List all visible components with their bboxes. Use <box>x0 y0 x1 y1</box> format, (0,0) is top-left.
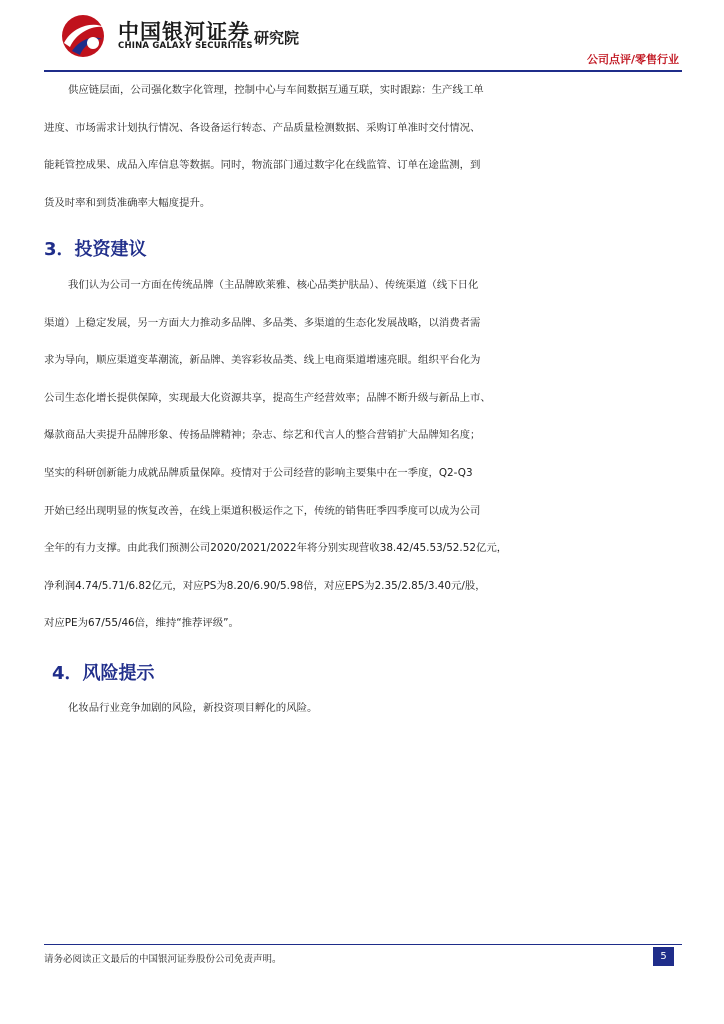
text-line: 渠道）上稳定发展，另一方面大力推动多品牌、多品类、多渠道的生态化发展战略，以消费者需 <box>44 316 481 329</box>
page-header <box>0 0 724 72</box>
footer-divider <box>44 944 682 945</box>
footer-disclaimer: 请务必阅读正文最后的中国银河证券股份公司免责声明。 <box>44 954 282 965</box>
section-heading-risk: 4．风险提示 <box>52 663 155 684</box>
text-line: 进度、市场需求计划执行情况、各设备运行转态、产品质量检测数据、采购订单准时交付情况、 <box>44 121 481 134</box>
text-line: 公司生态化增长提供保障，实现最大化资源共享，提高生产经营效率；品牌不断升级与新品上市、 <box>44 391 491 404</box>
supply-chain-paragraph <box>44 72 560 222</box>
text-line: 供应链层面，公司强化数字化管理，控制中心与车间数据互通互联，实时跟踪：生产线工单 <box>68 84 484 96</box>
report-category: 公司点评/零售行业 <box>586 53 679 66</box>
text-line: 爆款商品大卖提升品牌形象、传扬品牌精神；杂志、综艺和代言人的整合营销扩大品牌知名度； <box>44 429 481 442</box>
logo-chinese-name: 中国银河证券 <box>118 20 250 44</box>
logo-institute-label: 研究院 <box>254 29 300 47</box>
text-line: 全年的有力支撑。由此我们预测公司2020/2021/2022年将分别实现营收38.42/45.53/52.52亿元， <box>44 542 508 555</box>
page-number-badge: 5 <box>653 947 674 966</box>
text-line: 能耗管控成果、成品入库信息等数据。同时，物流部门通过数字化在线监管、订单在途监测，到 <box>44 159 481 172</box>
text-line: 坚实的科研创新能力成就品牌质量保障。疫情对于公司经营的影响主要集中在一季度，Q2-Q3 <box>44 466 473 479</box>
text-line: 对应PE为67/55/46倍，维持“推荐评级”。 <box>44 617 239 630</box>
galaxy-logo-icon <box>58 13 108 59</box>
text-line: 我们认为公司一方面在传统品牌（主品牌欧莱雅、核心品类护肤品）、传统渠道（线下日化 <box>68 279 479 291</box>
text-line: 求为导向，顺应渠道变革潮流，新品牌、美容彩妆品类、线上电商渠道增速亮眼。组织平台化为 <box>44 354 481 367</box>
section-heading-investment: 3．投资建议 <box>44 239 147 260</box>
logo-english-name: CHINA GALAXY SECURITIES <box>118 41 253 51</box>
text-line: 开始已经出现明显的恢复改善，在线上渠道积极运作之下，传统的销售旺季四季度可以成为公司 <box>44 504 481 517</box>
text-line: 货及时率和到货准确率大幅度提升。 <box>44 196 211 209</box>
investment-paragraph <box>44 267 560 643</box>
risk-paragraph <box>44 690 560 728</box>
text-line: 净利润4.74/5.71/6.82亿元，对应PS为8.20/6.90/5.98倍，对应EPS为2.35/2.85/3.40元/股， <box>44 579 486 592</box>
text-line: 化妆品行业竞争加剧的风险，新投资项目孵化的风险。 <box>68 702 318 714</box>
